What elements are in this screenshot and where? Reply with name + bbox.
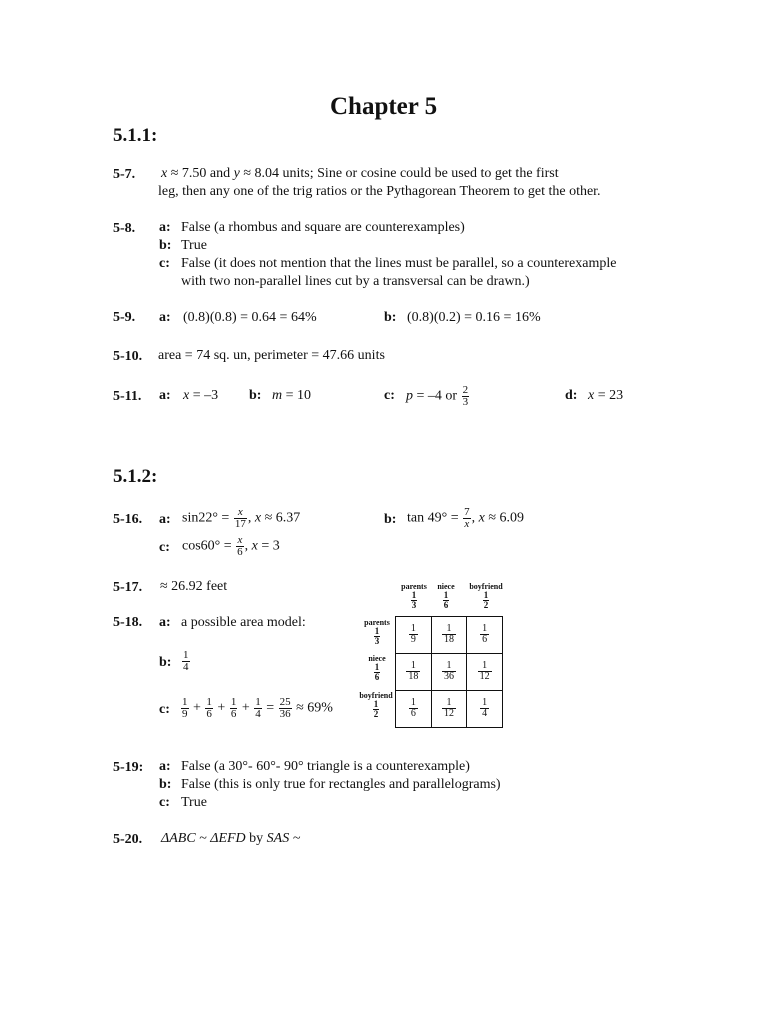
value: = –3 [189,388,219,403]
var-x: x [588,388,595,403]
problem-5-8-a: False (a rhombus and square are counterexamples) [181,220,465,235]
problem-5-11-a [183,388,218,404]
problem-5-11-d [588,388,623,404]
value: ≈ 6.37 [261,510,301,526]
area-model-col-header: parents $\frac{1}{3}$ [401,582,427,610]
area-model-col-header: niece $\frac{1}{6}$ [437,582,455,610]
area-model-col-header: boyfriend $\frac{1}{2}$ [469,582,503,610]
value: = 10 [282,388,312,403]
problem-5-9-b: (0.8)(0.2) = 0.16 = 16% [407,310,541,325]
var-x: x [161,166,168,181]
problem-5-10-answer: area = 74 sq. un, perimeter = 47.66 units [158,348,385,363]
part-label-b: b: [159,777,172,792]
part-label-d: d: [565,388,578,403]
problem-5-8-c-cont: with two non-parallel lines cut by a transversal can be drawn.) [181,274,530,289]
plus-sign: + [193,700,201,716]
problem-number-5-16: 5-16. [113,512,143,527]
section-heading-5-1-1: 5.1.1: [113,125,158,146]
area-model-cell: $\frac{1}{6}$ [467,617,503,654]
problem-5-19-c: True [181,795,207,810]
part-label-a: a: [159,388,171,403]
problem-5-18-b [181,650,191,673]
area-model-cell: $\frac{1}{18}$ [431,617,467,654]
area-model-cell: $\frac{1}{18}$ [396,654,432,691]
var-x: x [254,510,262,526]
problem-5-20-answer [161,831,300,847]
fraction: $\frac{1}{9}$ [182,696,188,720]
area-model-cell: $\frac{1}{9}$ [396,617,432,654]
similarity-statement: ΔABC ~ ΔEFD [161,831,246,846]
part-label-c: c: [159,256,170,271]
problem-5-16-a: sin22° = $\frac{x}{17}$ , x ≈ 6.37 [182,506,301,530]
value: = 3 [257,538,280,554]
area-model-cell: $\frac{1}{36}$ [431,654,467,691]
problem-number-5-9: 5-9. [113,310,136,325]
problem-5-8-b: True [181,238,207,253]
by-word: by [245,831,267,846]
part-label-b: b: [384,512,397,527]
problem-5-18-c [180,697,333,720]
problem-number-5-20: 5-20. [113,832,143,847]
similarity-reason: SAS ~ [266,831,301,846]
problem-number-5-7: 5-7. [113,167,136,182]
area-model-cell: $\frac{1}{12}$ [431,691,467,728]
part-label-a: a: [159,220,171,235]
part-label-a: a: [159,615,171,630]
part-label-b: b: [384,310,397,325]
x-value: ≈ 7.50 [167,166,207,181]
part-label-c: c: [384,388,395,403]
part-label-b: b: [159,655,172,670]
problem-5-19-b: False (this is only true for rectangles and parallelograms) [181,777,501,792]
part-label-a: a: [159,512,171,527]
var-m: m [272,388,283,403]
part-label-a: a: [159,759,171,774]
problem-5-19-a: False (a 30°- 60°- 90° triangle is a counterexample) [181,759,470,774]
problem-5-8-c: False (it does not mention that the lines must be parallel, so a counterexample [181,256,617,271]
part-label-b: b: [249,388,262,403]
area-model-grid [395,616,503,728]
percent-result: ≈ 69% [296,700,333,716]
problem-5-17-answer: ≈ 26.92 feet [160,579,228,594]
y-value-text: ≈ 8.04 units; Sine or cosine could be used to get the first [239,166,559,181]
var-x: x [251,538,258,554]
part-label-c: c: [159,540,170,555]
problem-number-5-18: 5-18. [113,615,143,630]
problem-5-16-c: cos60° = $\frac{x}{6}$ , x = 3 [182,534,280,558]
var-x: x [183,388,190,403]
value: = 23 [594,388,624,403]
problem-5-16-b: tan 49° = $\frac{7}{x}$ , x ≈ 6.09 [407,506,525,530]
area-model-cell: $\frac{1}{4}$ [467,691,503,728]
fraction: $\frac{x}{6}$ [237,534,243,558]
area-model-row [396,617,503,654]
plus-sign: + [217,700,226,716]
fraction: $\frac{25}{36}$ [279,696,291,720]
part-label-c: c: [159,795,170,810]
and-word: and [206,166,234,181]
equation: sin22° = [182,510,233,526]
problem-number-5-8: 5-8. [113,221,136,236]
fraction: $\frac{2}{3}$ [462,384,469,408]
problem-5-7-line2: leg, then any one of the trig ratios or the Pythagorean Theorem to get the other. [158,184,601,199]
problem-number-5-19: 5-19: [113,760,144,775]
area-model-row [396,654,503,691]
fraction: $\frac{1}{6}$ [230,696,237,720]
var-p: p [406,388,413,404]
fraction: $\frac{7}{x}$ [464,506,470,530]
value: = –4 or [413,388,461,404]
area-model-row-header: parents $\frac{1}{3}$ [364,618,390,646]
value: ≈ 6.09 [484,510,525,526]
var-x: x [478,510,485,526]
equation: cos60° = [182,538,236,554]
part-label-c: c: [159,702,170,717]
part-label-a: a: [159,310,171,325]
area-model-row-header: niece $\frac{1}{6}$ [368,654,386,682]
problem-5-11-c [406,385,470,408]
part-label-b: b: [159,238,172,253]
fraction: $\frac{x}{17}$ [234,506,246,530]
plus-sign: + [241,700,250,716]
equation: tan 49° = [407,510,463,526]
fraction: $\frac{1}{6}$ [206,696,212,720]
area-model-row-header: boyfriend $\frac{1}{2}$ [359,691,393,719]
chapter-title: Chapter 5 [330,93,438,120]
equals-sign: = [266,700,275,716]
problem-5-11-b [272,388,311,404]
var-y: y [233,166,240,181]
problem-5-9-a: (0.8)(0.8) = 0.64 = 64% [183,310,317,325]
area-model-cell: $\frac{1}{12}$ [467,654,503,691]
problem-5-7-line1 [161,166,559,182]
problem-number-5-10: 5-10. [113,349,143,364]
problem-number-5-11: 5-11. [113,389,142,404]
section-heading-5-1-2: 5.1.2: [113,466,158,487]
problem-number-5-17: 5-17. [113,580,143,595]
fraction: $\frac{1}{4}$ [183,649,189,673]
problem-5-18-a: a possible area model: [181,615,306,630]
area-model-cell: $\frac{1}{6}$ [396,691,432,728]
area-model-row [396,691,503,728]
fraction: $\frac{1}{4}$ [255,696,261,720]
